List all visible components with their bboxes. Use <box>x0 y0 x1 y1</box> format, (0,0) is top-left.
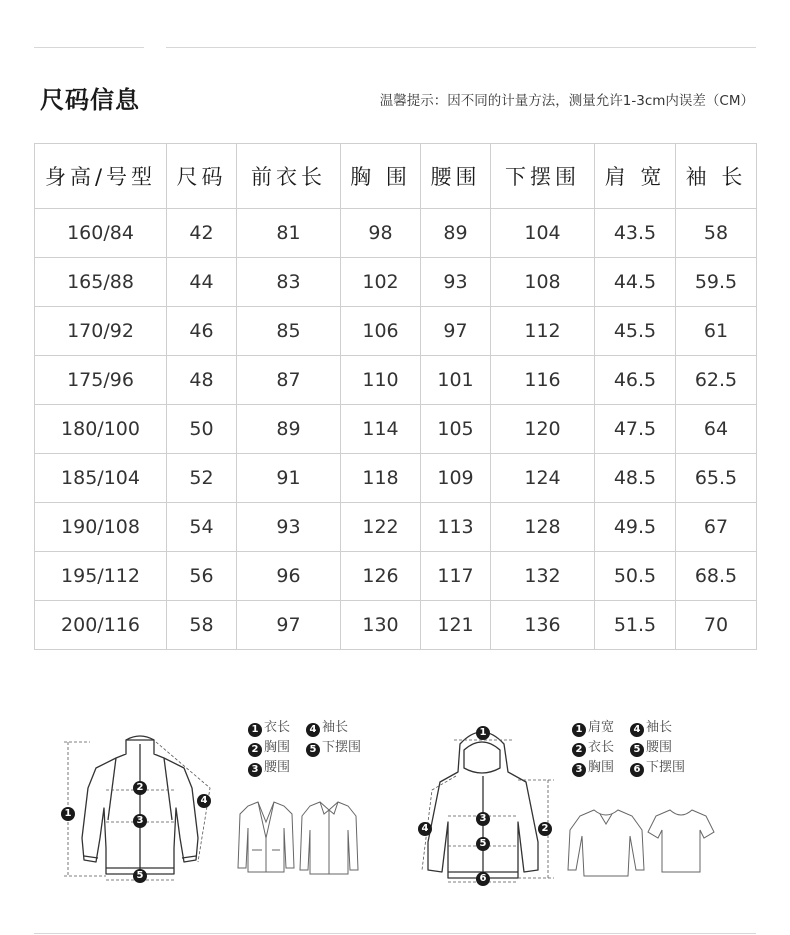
top-divider-left <box>34 47 144 48</box>
table-cell: 121 <box>421 601 491 650</box>
legend-label: 腰围 <box>646 740 673 755</box>
table-cell: 45.5 <box>595 307 676 356</box>
measure-marker-icon: 2 <box>133 781 147 795</box>
table-cell: 105 <box>421 405 491 454</box>
legend-item <box>248 738 290 758</box>
table-row <box>35 601 757 650</box>
table-cell: 132 <box>491 552 595 601</box>
table-cell: 43.5 <box>595 209 676 258</box>
table-cell: 180/100 <box>35 405 167 454</box>
number-badge-icon: 1 <box>572 723 586 737</box>
table-cell: 51.5 <box>595 601 676 650</box>
table-cell: 160/84 <box>35 209 167 258</box>
table-cell: 190/108 <box>35 503 167 552</box>
number-badge-icon: 2 <box>572 743 586 757</box>
table-cell: 117 <box>421 552 491 601</box>
column-header: 腰围 <box>421 144 491 209</box>
table-header-row <box>35 144 757 209</box>
page-title: 尺码信息 <box>40 86 140 114</box>
number-badge-icon: 6 <box>630 763 644 777</box>
number-badge-icon: 5 <box>630 743 644 757</box>
table-cell: 83 <box>237 258 341 307</box>
column-header: 胸 围 <box>341 144 421 209</box>
table-cell: 110 <box>341 356 421 405</box>
legend-item <box>572 718 614 738</box>
legend-label: 肩宽 <box>588 720 615 735</box>
number-badge-icon: 4 <box>306 723 320 737</box>
table-cell: 98 <box>341 209 421 258</box>
table-row <box>35 405 757 454</box>
table-cell: 44.5 <box>595 258 676 307</box>
table-cell: 109 <box>421 454 491 503</box>
table-cell: 93 <box>237 503 341 552</box>
column-header: 下摆围 <box>491 144 595 209</box>
blazer-silhouette-icon <box>236 798 296 876</box>
legend-label: 胸围 <box>264 740 291 755</box>
legend-label: 袖长 <box>646 720 673 735</box>
number-badge-icon: 4 <box>630 723 644 737</box>
measure-marker-icon: 3 <box>476 812 490 826</box>
table-cell: 61 <box>676 307 757 356</box>
hoodie-measurement-diagram <box>408 722 558 892</box>
legend-item <box>248 718 290 738</box>
table-cell: 91 <box>237 454 341 503</box>
table-cell: 93 <box>421 258 491 307</box>
number-badge-icon: 3 <box>248 763 262 777</box>
table-cell: 49.5 <box>595 503 676 552</box>
table-cell: 97 <box>237 601 341 650</box>
measure-marker-icon: 4 <box>197 794 211 808</box>
column-header: 袖 长 <box>676 144 757 209</box>
table-row <box>35 454 757 503</box>
table-cell: 113 <box>421 503 491 552</box>
legend-label: 下摆围 <box>322 740 362 755</box>
table-cell: 114 <box>341 405 421 454</box>
table-cell: 106 <box>341 307 421 356</box>
shirt-silhouette-icon <box>298 798 360 878</box>
table-cell: 50 <box>167 405 237 454</box>
column-header: 尺码 <box>167 144 237 209</box>
legend-label: 衣长 <box>588 740 615 755</box>
table-cell: 122 <box>341 503 421 552</box>
table-cell: 96 <box>237 552 341 601</box>
table-cell: 120 <box>491 405 595 454</box>
table-cell: 175/96 <box>35 356 167 405</box>
table-row <box>35 356 757 405</box>
table-cell: 165/88 <box>35 258 167 307</box>
table-cell: 58 <box>676 209 757 258</box>
number-badge-icon: 2 <box>248 743 262 757</box>
table-cell: 68.5 <box>676 552 757 601</box>
table-cell: 101 <box>421 356 491 405</box>
table-cell: 116 <box>491 356 595 405</box>
measure-marker-icon: 1 <box>476 726 490 740</box>
longsleeve-silhouette-icon <box>566 806 646 878</box>
hoodie-outline-icon <box>428 732 538 878</box>
number-badge-icon: 5 <box>306 743 320 757</box>
table-cell: 89 <box>421 209 491 258</box>
legend-label: 下摆围 <box>646 760 686 775</box>
measure-marker-icon: 5 <box>133 869 147 883</box>
table-cell: 62.5 <box>676 356 757 405</box>
table-cell: 102 <box>341 258 421 307</box>
table-cell: 58 <box>167 601 237 650</box>
legend-item <box>306 718 348 738</box>
jacket-measurement-diagram <box>60 728 230 888</box>
legend-label: 腰围 <box>264 760 291 775</box>
table-cell: 118 <box>341 454 421 503</box>
table-cell: 65.5 <box>676 454 757 503</box>
table-cell: 104 <box>491 209 595 258</box>
table-cell: 50.5 <box>595 552 676 601</box>
table-cell: 52 <box>167 454 237 503</box>
measure-marker-icon: 6 <box>476 872 490 886</box>
size-chart-table <box>34 143 757 650</box>
table-cell: 87 <box>237 356 341 405</box>
table-cell: 130 <box>341 601 421 650</box>
table-row <box>35 209 757 258</box>
table-cell: 64 <box>676 405 757 454</box>
legend-label: 衣长 <box>264 720 291 735</box>
table-cell: 89 <box>237 405 341 454</box>
column-header: 身高/号型 <box>35 144 167 209</box>
top-divider-right <box>166 47 756 48</box>
measure-marker-icon: 1 <box>61 807 75 821</box>
table-cell: 126 <box>341 552 421 601</box>
table-row <box>35 552 757 601</box>
table-cell: 136 <box>491 601 595 650</box>
legend-item <box>630 718 672 738</box>
column-header: 前衣长 <box>237 144 341 209</box>
legend-label: 袖长 <box>322 720 349 735</box>
table-cell: 124 <box>491 454 595 503</box>
table-row <box>35 503 757 552</box>
table-cell: 44 <box>167 258 237 307</box>
table-cell: 185/104 <box>35 454 167 503</box>
table-cell: 46.5 <box>595 356 676 405</box>
table-cell: 112 <box>491 307 595 356</box>
measure-marker-icon: 2 <box>538 822 552 836</box>
legend-item <box>630 738 672 758</box>
column-header: 肩 宽 <box>595 144 676 209</box>
table-cell: 108 <box>491 258 595 307</box>
number-badge-icon: 1 <box>248 723 262 737</box>
jacket-outline-icon <box>82 736 198 874</box>
number-badge-icon: 3 <box>572 763 586 777</box>
table-cell: 200/116 <box>35 601 167 650</box>
table-cell: 54 <box>167 503 237 552</box>
legend-item <box>248 758 290 778</box>
table-cell: 97 <box>421 307 491 356</box>
legend-right <box>572 718 702 782</box>
table-cell: 47.5 <box>595 405 676 454</box>
table-row <box>35 307 757 356</box>
table-cell: 70 <box>676 601 757 650</box>
legend-item <box>572 738 614 758</box>
table-cell: 59.5 <box>676 258 757 307</box>
table-cell: 170/92 <box>35 307 167 356</box>
table-cell: 67 <box>676 503 757 552</box>
measure-marker-icon: 4 <box>418 822 432 836</box>
table-cell: 85 <box>237 307 341 356</box>
table-cell: 48.5 <box>595 454 676 503</box>
legend-item <box>572 758 614 778</box>
table-cell: 46 <box>167 307 237 356</box>
table-row <box>35 258 757 307</box>
measure-marker-icon: 5 <box>476 837 490 851</box>
table-cell: 195/112 <box>35 552 167 601</box>
table-cell: 81 <box>237 209 341 258</box>
table-cell: 48 <box>167 356 237 405</box>
measurement-note: 温馨提示：因不同的计量方法，测量允许1-3cm内误差（CM） <box>379 93 754 109</box>
tshirt-silhouette-icon <box>646 806 716 876</box>
table-cell: 42 <box>167 209 237 258</box>
legend-left <box>248 718 368 782</box>
bottom-divider <box>34 933 756 934</box>
legend-item <box>306 738 361 758</box>
legend-label: 胸围 <box>588 760 615 775</box>
measure-marker-icon: 3 <box>133 814 147 828</box>
table-cell: 128 <box>491 503 595 552</box>
legend-item <box>630 758 685 778</box>
table-cell: 56 <box>167 552 237 601</box>
